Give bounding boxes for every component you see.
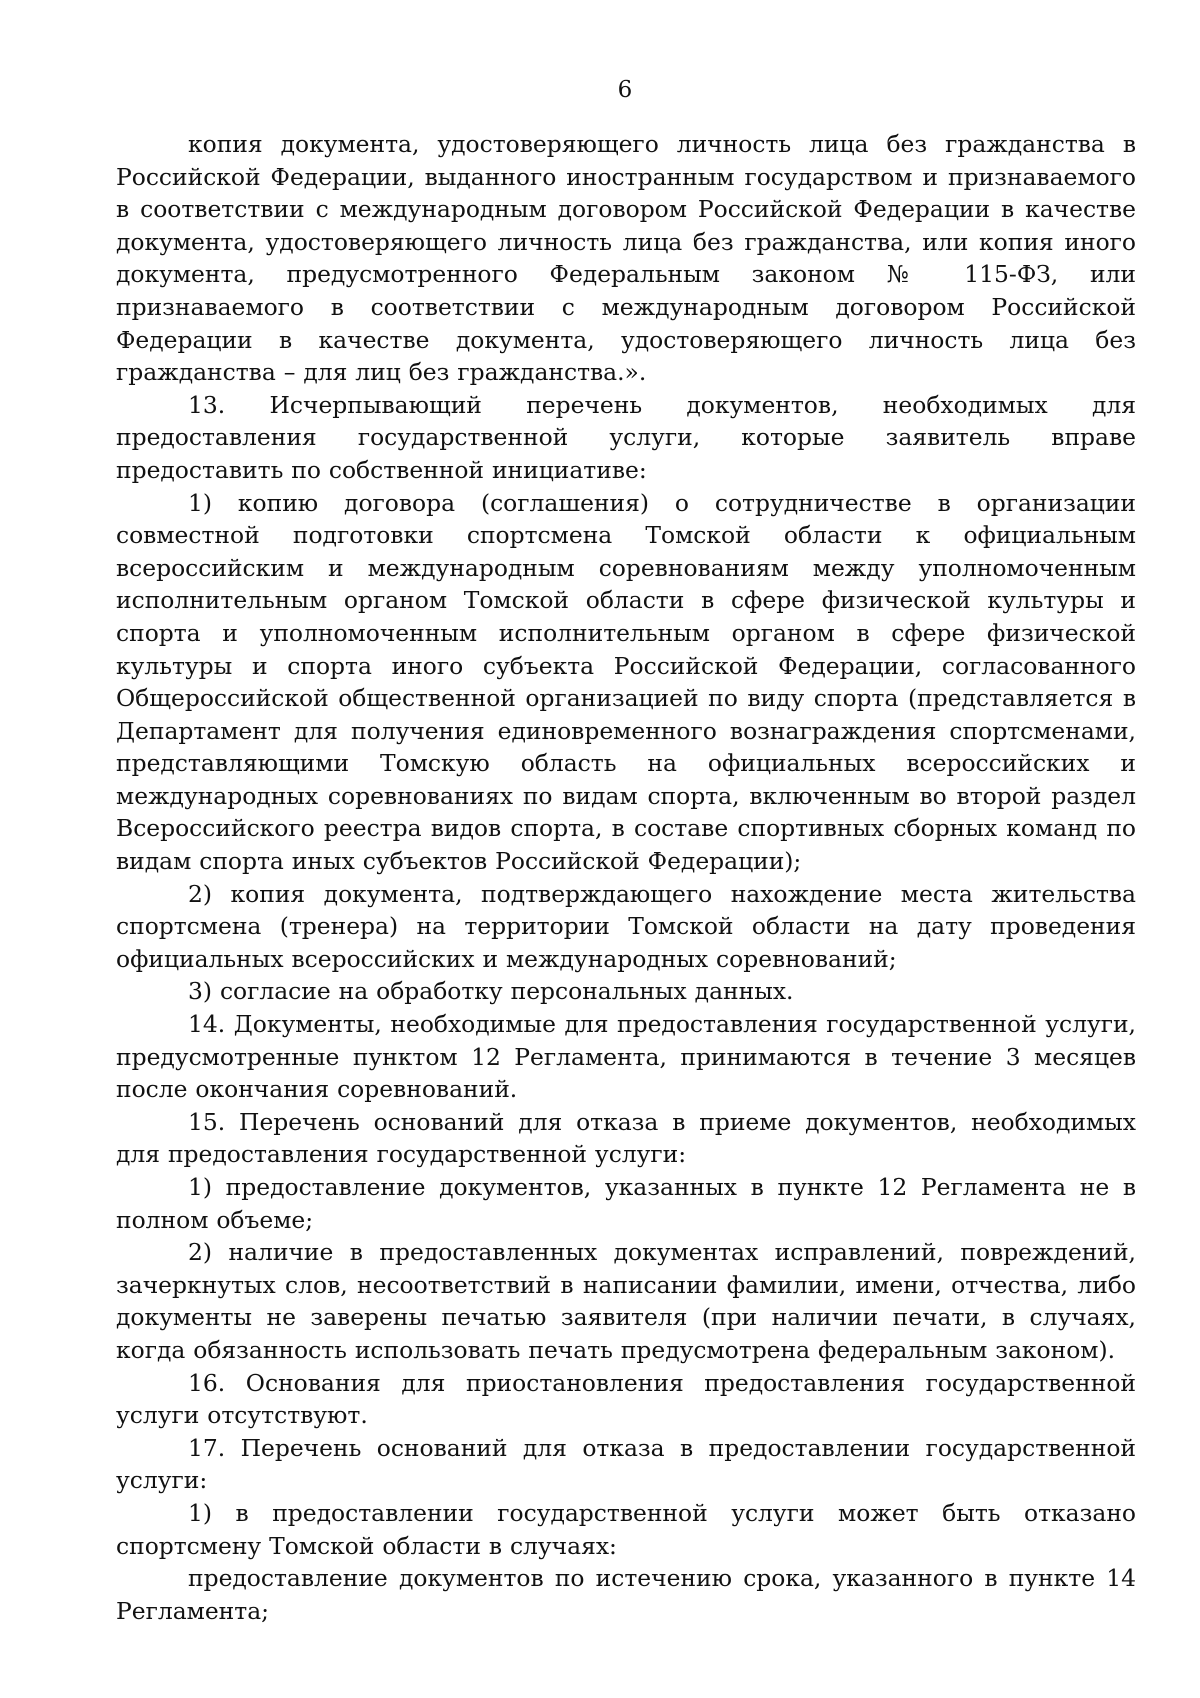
document-body	[116, 128, 1136, 1627]
paragraph-17-item-1-case: предоставление документов по истечению срока, указанного в пункте 14 Регламента;	[116, 1564, 1136, 1625]
paragraph-13-item-1: 1) копию договора (соглашения) о сотрудничестве в организации совместной подготовки спортсмена Томской области к официальным всероссийским и международным соревнованиям между уполномоченным исполнительным органом Томской области в сфере физической культуры и спорта и уполномоченным исполнительным органом в сфере физической культуры и спорта иного субъекта Российской Федерации, согласованного Общероссийской общественной организацией по виду спорта (представляется в Департамент для получения единовременного вознаграждения спортсменами, представляющими Томскую область на официальных всероссийских и международных соревнованиях по видам спорта, включенным во второй раздел Всероссийского реестра видов спорта, в составе спортивных сборных команд по видам спорта иных субъектов Российской Федерации);	[116, 488, 1136, 876]
paragraph-15-item-2: 2) наличие в предоставленных документах исправлений, повреждений, зачеркнутых слов, несоответствий в написании фамилии, имени, отчества, либо документы не заверены печатью заявителя (при наличии печати, в случаях, когда обязанность использовать печать предусмотрена федеральным законом).	[116, 1238, 1136, 1364]
paragraph-13: 13. Исчерпывающий перечень документов, необходимых для предоставления государственной услуги, которые заявитель вправе предоставить по собственной инициативе:	[116, 390, 1136, 484]
paragraph-id-document-stateless: копия документа, удостоверяющего личность лица без гражданства в Российской Федерации, выданного иностранным государством и признаваемого в соответствии с международным договором Российской Федерации в качестве документа, удостоверяющего личность лица без гражданства, или копия иного документа, предусмотренного Федеральным законом № 115-ФЗ, или признаваемого в соответствии с международным договором Российской Федерации в качестве документа, удостоверяющего личность лица без гражданства – для лиц без гражданства.».	[116, 130, 1136, 387]
paragraph-14: 14. Документы, необходимые для предоставления государственной услуги, предусмотренные пунктом 12 Регламента, принимаются в течение 3 месяцев после окончания соревнований.	[116, 1010, 1136, 1104]
paragraph-15-item-1: 1) предоставление документов, указанных в пункте 12 Регламента не в полном объеме;	[116, 1173, 1136, 1234]
paragraph-15: 15. Перечень оснований для отказа в приеме документов, необходимых для предоставления государственной услуги:	[116, 1107, 1136, 1169]
paragraph-13-item-2: 2) копия документа, подтверждающего нахождение места жительства спортсмена (тренера) на территории Томской области на дату проведения официальных всероссийских и международных соревнований;	[116, 879, 1136, 973]
paragraph-17-item-1: 1) в предоставлении государственной услуги может быть отказано спортсмену Томской области в случаях:	[116, 1498, 1136, 1560]
paragraph-17: 17. Перечень оснований для отказа в предоставлении государственной услуги:	[116, 1433, 1136, 1495]
page-number: 6	[617, 77, 633, 103]
paragraph-13-item-3: 3) согласие на обработку персональных данных.	[188, 977, 794, 1006]
paragraph-16: 16. Основания для приостановления предоставления государственной услуги отсутствуют.	[116, 1368, 1136, 1430]
